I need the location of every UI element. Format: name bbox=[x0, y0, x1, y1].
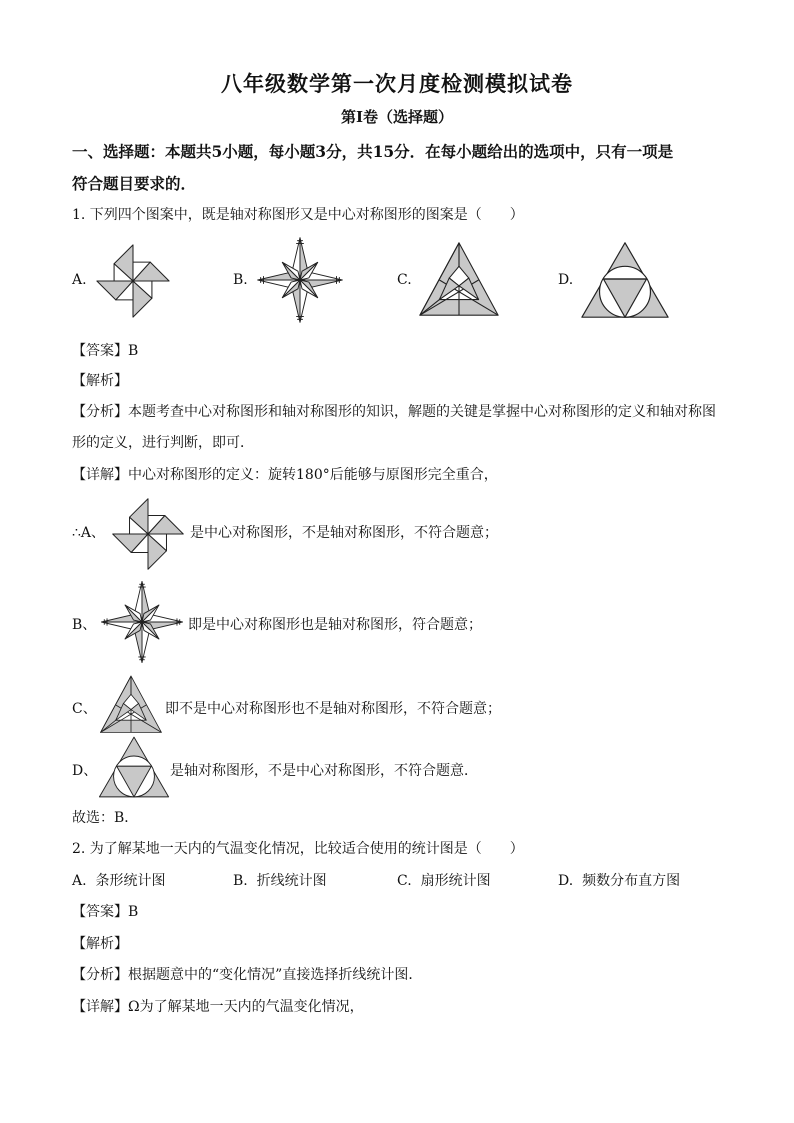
triangle-pattern-figure-small bbox=[96, 672, 166, 738]
q1-row-c-text: 即不是中心对称图形也不是轴对称图形，不符合题意； bbox=[165, 701, 501, 717]
q2-option-c-label: C. bbox=[397, 873, 412, 889]
q2-option-b-text: 折线统计图 bbox=[256, 873, 327, 889]
pinwheel-figure bbox=[90, 238, 176, 324]
q2-option-b bbox=[233, 870, 327, 890]
q2-option-a bbox=[72, 870, 165, 890]
q1-stem: 1. 下列四个图案中，既是轴对称图形又是中心对称图形的图案是（ ） bbox=[72, 207, 524, 223]
q2-analysis-head: 【解析】 bbox=[72, 936, 128, 952]
q2-option-d-label: D. bbox=[558, 873, 574, 889]
q2-option-a-text: 条形统计图 bbox=[95, 873, 166, 889]
section-heading-line2: 符合题目要求的． bbox=[72, 174, 197, 193]
q1-row-d-text: 是轴对称图形，不是中心对称图形，不符合题意． bbox=[170, 763, 478, 779]
q1-xiangjie: 【详解】中心对称图形的定义：旋转180°后能够与原图形完全重合， bbox=[72, 467, 498, 483]
q1-conclusion: 故选：B． bbox=[72, 810, 139, 826]
q2-option-d-text: 频数分布直方图 bbox=[582, 873, 681, 889]
q2-option-c-text: 扇形统计图 bbox=[420, 873, 491, 889]
q1-fenxi-line1: 【分析】本题考查中心对称图形和轴对称图形的知识，解题的关键是掌握中心对称图形的定义和轴对称图 bbox=[72, 404, 716, 420]
pinwheel-figure-small bbox=[106, 492, 190, 576]
triangle-pattern-figure bbox=[414, 238, 504, 322]
q1-fenxi-line2: 形的定义，进行判断，即可． bbox=[72, 435, 254, 451]
q1-analysis-head: 【解析】 bbox=[72, 373, 128, 389]
compass-star-figure bbox=[252, 232, 348, 328]
q1-row-b-text: 即是中心对称图形也是轴对称图形，符合题意； bbox=[188, 617, 482, 633]
q2-stem: 2. 为了解某地一天内的气温变化情况，比较适合使用的统计图是（ ） bbox=[72, 841, 524, 857]
q1-option-a-label: A. bbox=[72, 272, 87, 288]
q1-row-d-label: D、 bbox=[72, 763, 98, 779]
q1-option-d-label: D. bbox=[558, 272, 574, 288]
q1-option-b-label: B. bbox=[233, 272, 248, 288]
q1-row-a-label: ∴A、 bbox=[72, 525, 106, 541]
q2-option-a-label: A. bbox=[72, 873, 87, 889]
compass-star-figure-small bbox=[96, 576, 188, 668]
triangle-circle-figure bbox=[578, 238, 672, 322]
q2-answer: 【答案】B bbox=[72, 904, 139, 920]
q2-xiangjie: 【详解】Ω为了解某地一天内的气温变化情况， bbox=[72, 999, 364, 1015]
q2-option-b-label: B. bbox=[233, 873, 248, 889]
q1-row-c-label: C、 bbox=[72, 701, 97, 717]
q2-option-c bbox=[397, 870, 491, 890]
q1-row-b-label: B、 bbox=[72, 617, 97, 633]
q1-option-c-label: C. bbox=[397, 272, 412, 288]
section-subtitle: 第Ⅰ卷（选择题） bbox=[340, 108, 454, 126]
q1-row-a-text: 是中心对称图形，不是轴对称图形，不符合题意； bbox=[190, 525, 498, 541]
page-title: 八年级数学第一次月度检测模拟试卷 bbox=[221, 71, 573, 96]
q2-fenxi: 【分析】根据题意中的“变化情况”直接选择折线统计图． bbox=[72, 967, 423, 983]
q2-option-d bbox=[558, 870, 680, 890]
section-heading-line1: 一、选择题：本题共5小题，每小题3分，共15分．在每小题给出的选项中，只有一项是 bbox=[72, 142, 674, 161]
triangle-circle-figure-small bbox=[96, 734, 172, 800]
q1-answer: 【答案】B bbox=[72, 343, 139, 359]
